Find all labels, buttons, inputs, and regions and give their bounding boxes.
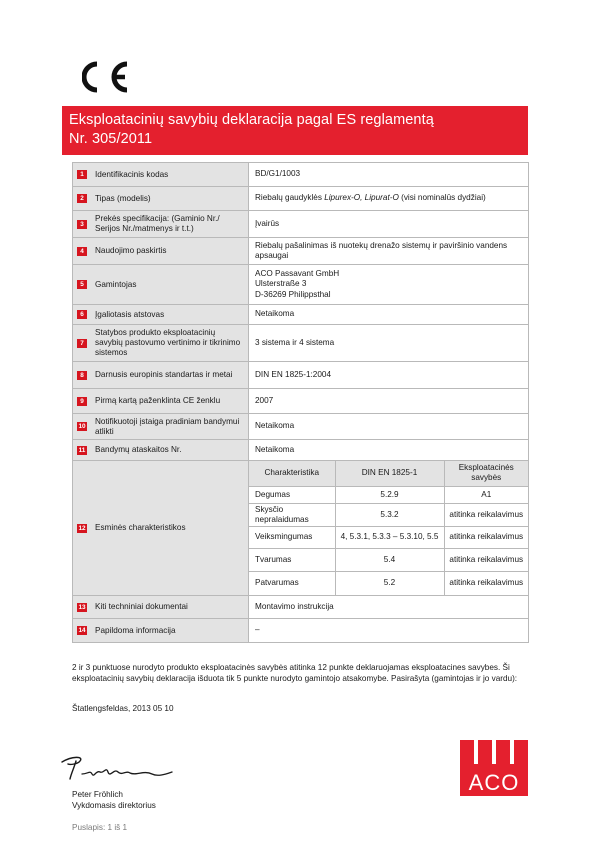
essential-characteristics-table	[249, 461, 528, 595]
row-label: Įgaliotasis atstovas	[95, 309, 165, 319]
row-label: Bandymų ataskaitos Nr.	[95, 445, 182, 454]
title-line-2: Nr. 305/2011	[69, 131, 153, 147]
row-number-badge: 9	[77, 397, 87, 406]
row-7	[73, 325, 529, 362]
row-value: Riebalų pašalinimas iš nuotekų drenažo sistemų ir paviršinio vandens apsaugai	[249, 238, 529, 265]
row-number-badge: 7	[77, 339, 87, 348]
essential-characteristics-cell	[249, 461, 529, 596]
table-row	[249, 548, 528, 571]
column-header: Eksploatacinės savybės	[444, 461, 528, 486]
page-number: Puslapis: 1 iš 1	[72, 823, 128, 832]
characteristic-cell: Patvarumas	[249, 571, 335, 595]
document-title	[62, 106, 528, 155]
table-row	[249, 571, 528, 595]
characteristic-cell: Tvarumas	[249, 548, 335, 571]
row-value-italic: Lipurex-O, Lipurat-O	[324, 193, 399, 203]
table-header-row	[249, 461, 528, 486]
row-label: Esminės charakteristikos	[95, 523, 186, 532]
row-label: Identifikacinis kodas	[95, 169, 169, 179]
row-number-badge: 10	[78, 423, 86, 430]
declaration-table	[72, 162, 529, 643]
handwritten-signature	[58, 752, 176, 786]
row-label: Naudojimo paskirtis	[95, 246, 167, 255]
row-label: Statybos produkto eksploatacinių savybių pastovumo vertinimo ir tikrinimo sistemos	[95, 328, 241, 357]
svg-text:ACO: ACO	[468, 770, 520, 795]
row-number-badge: 2	[77, 194, 87, 203]
row-13	[73, 596, 529, 619]
row-4	[73, 238, 529, 265]
table-row	[249, 526, 528, 548]
address-line: Ulsterstraße 3	[255, 279, 307, 289]
row-value: 2007	[249, 389, 529, 414]
row-9	[73, 389, 529, 414]
row-value: Įvairūs	[249, 211, 529, 238]
row-number-badge: 8	[77, 371, 87, 380]
row-label: Notifikuotoji įstaiga pradiniam bandymui atlikti	[95, 416, 240, 436]
row-11	[73, 440, 529, 461]
row-value-text: (visi nominalūs dydžiai)	[398, 193, 486, 203]
characteristic-cell: Skysčio nepralaidumas	[249, 503, 335, 526]
address-line: ACO Passavant GmbH	[255, 268, 340, 278]
standard-cell: 5.4	[335, 548, 444, 571]
row-value: –	[249, 619, 529, 643]
row-label: Darnusis europinis standartas ir metai	[95, 370, 233, 379]
row-10	[73, 414, 529, 440]
row-value: Montavimo instrukcija	[249, 596, 529, 619]
address-line: D-36269 Philippsthal	[255, 289, 331, 299]
row-number-badge: 13	[78, 603, 86, 611]
row-6	[73, 305, 529, 325]
row-number-badge: 11	[78, 446, 86, 454]
row-number-badge: 6	[77, 310, 87, 319]
row-number-badge: 1	[77, 170, 87, 179]
performance-cell: A1	[444, 486, 528, 503]
row-number-badge: 5	[77, 280, 87, 289]
table-row	[249, 503, 528, 526]
manufacturer-address	[249, 265, 529, 305]
row-2	[73, 187, 529, 211]
row-value: 3 sistema ir 4 sistema	[249, 325, 529, 362]
row-12-essential-characteristics	[73, 461, 529, 596]
row-value-text: Riebalų gaudyklės	[255, 193, 325, 203]
table-row	[249, 486, 528, 503]
row-5	[73, 265, 529, 305]
row-value: Netaikoma	[249, 305, 529, 325]
performance-cell: atitinka reikalavimus	[444, 548, 528, 571]
characteristic-cell: Veiksmingumas	[249, 526, 335, 548]
place-and-date: Štatlengsfeldas, 2013 05 10	[72, 704, 174, 713]
performance-cell: atitinka reikalavimus	[449, 578, 524, 588]
row-label: Kiti techniniai dokumentai	[95, 602, 188, 611]
standard-cell: 5.2	[335, 571, 444, 595]
row-value: Netaikoma	[249, 414, 529, 440]
row-label: Prekės specifikacija: (Gaminio Nr./ Serijos Nr./matmenys ir t.t.)	[95, 214, 220, 233]
column-header: Charakteristika	[249, 461, 335, 486]
row-label: Pirmą kartą paženklinta CE ženklu	[95, 396, 221, 405]
ce-mark-logo	[82, 60, 132, 94]
row-value	[249, 187, 529, 211]
row-number-badge: 12	[78, 524, 86, 532]
row-value: DIN EN 1825-1:2004	[249, 362, 529, 389]
characteristic-cell: Degumas	[249, 486, 335, 503]
row-label: Tipas (modelis)	[95, 193, 151, 203]
row-number-badge: 4	[77, 247, 87, 256]
row-3	[73, 211, 529, 238]
title-line-1: Eksploatacinių savybių deklaracija pagal ES reglamentą	[69, 112, 434, 128]
row-label: Papildoma informacija	[95, 625, 176, 635]
column-header: DIN EN 1825-1	[335, 461, 444, 486]
signer-role: Vykdomasis direktorius	[72, 801, 156, 810]
standard-cell: 5.3.2	[335, 503, 444, 526]
row-value: Netaikoma	[249, 440, 529, 461]
standard-cell: 4, 5.3.1, 5.3.3 – 5.3.10, 5.5	[335, 526, 444, 548]
row-number-badge: 3	[77, 220, 87, 229]
row-value: BD/G1/1003	[249, 163, 529, 187]
row-1	[73, 163, 529, 187]
row-14	[73, 619, 529, 643]
row-label: Gamintojas	[95, 279, 137, 289]
row-8	[73, 362, 529, 389]
performance-cell: atitinka reikalavimus	[444, 503, 528, 526]
aco-logo	[460, 740, 528, 796]
row-number-badge: 14	[78, 627, 86, 634]
signer-name: Peter Fröhlich	[72, 790, 123, 799]
standard-cell: 5.2.9	[335, 486, 444, 503]
performance-cell: atitinka reikalavimus	[444, 526, 528, 548]
declaration-footnote: 2 ir 3 punktuose nurodyto produkto eksploatacinės savybės atitinka 12 punkte deklaruojamas eksploatacines savybes. Ši eksploatacinių savybių deklaracija išduota tik 5 punkte nurodyto gamintojo atsakomybe. Pasirašyta (gamintojas ir jo vardu):	[72, 663, 518, 683]
